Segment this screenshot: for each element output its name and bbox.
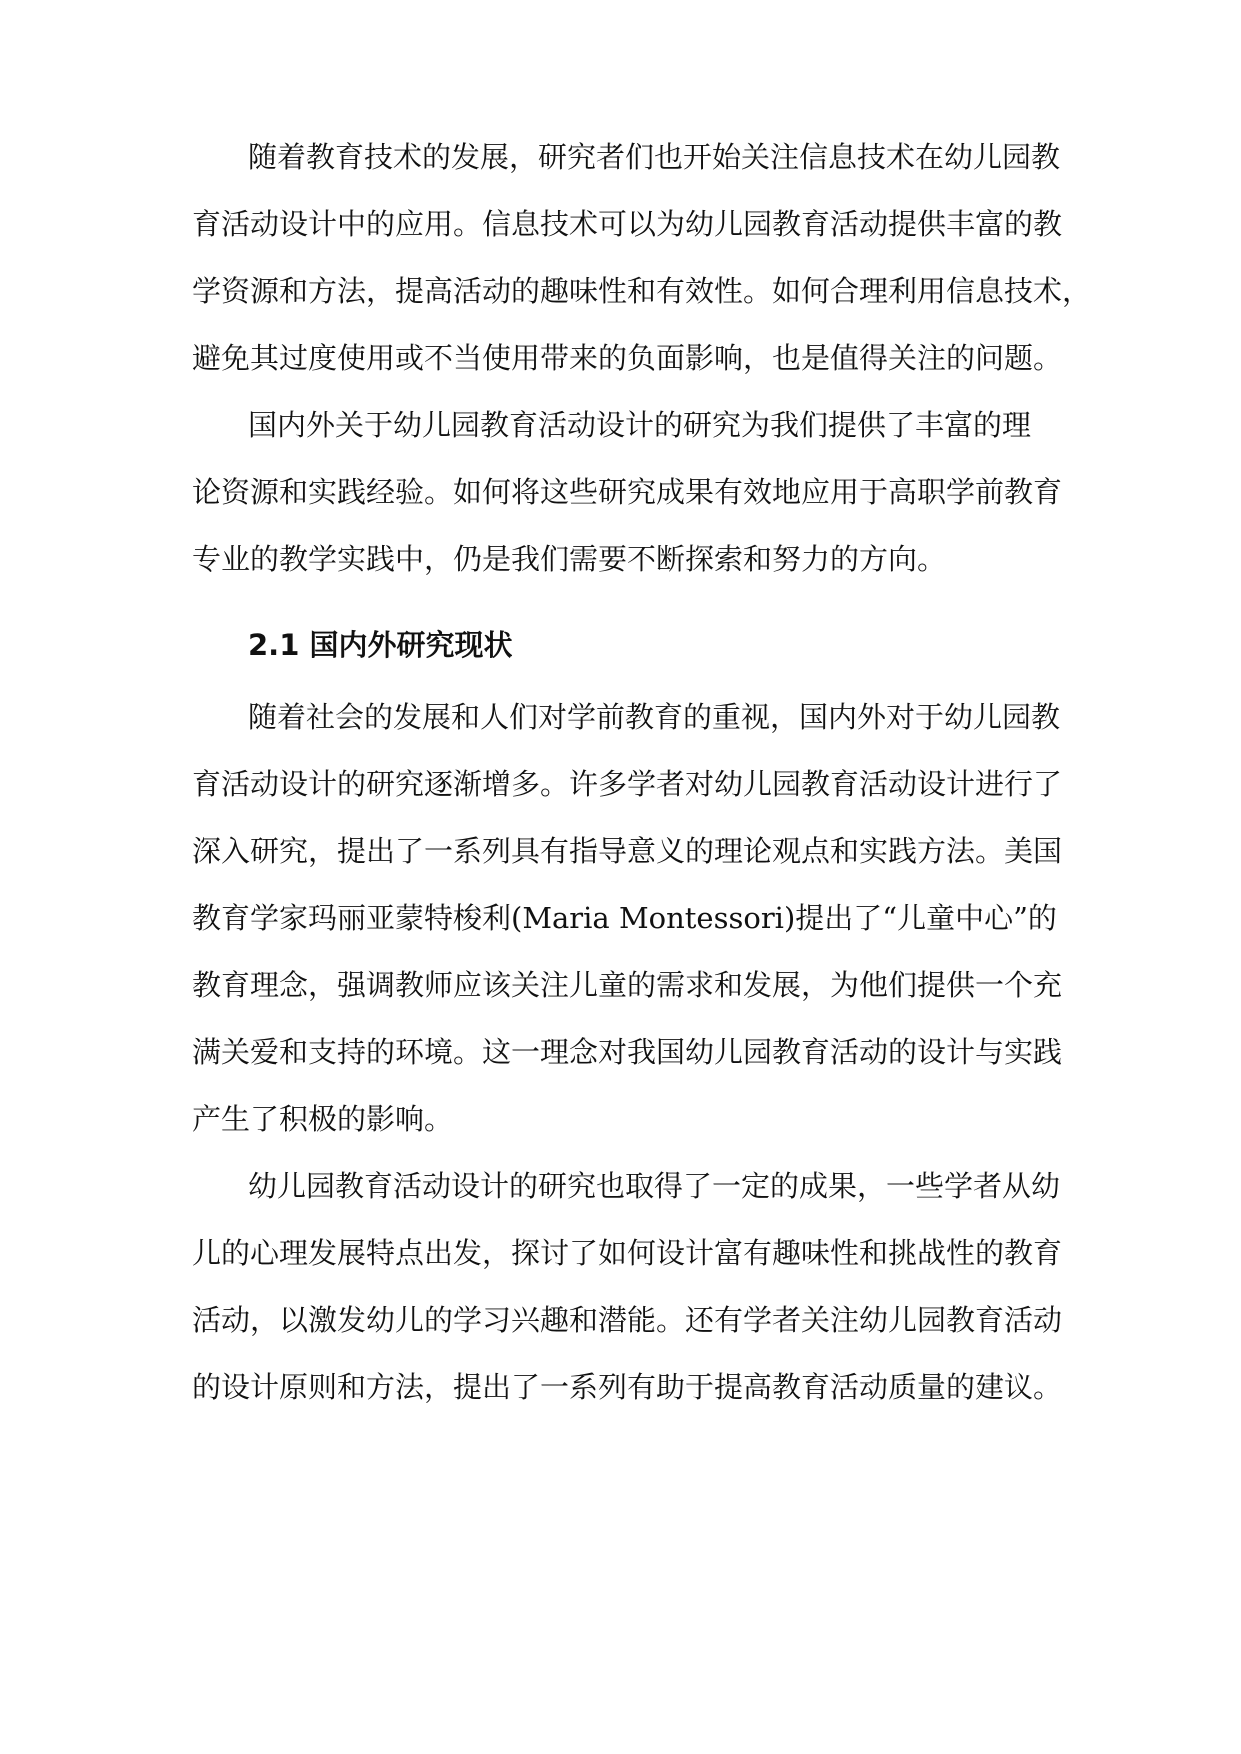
paragraph-line: 活动，以激发幼儿的学习兴趣和潜能。还有学者关注幼儿园教育活动 (192, 1303, 1063, 1337)
paragraph-line: 论资源和实践经验。如何将这些研究成果有效地应用于高职学前教育 (192, 475, 1063, 509)
paragraph-line: 的设计原则和方法，提出了一系列有助于提高教育活动质量的建议。 (192, 1370, 1063, 1404)
paragraph-line: 专业的教学实践中，仍是我们需要不断探索和努力的方向。 (192, 542, 947, 576)
paragraph-line: 育活动设计的研究逐渐增多。许多学者对幼儿园教育活动设计进行了 (192, 767, 1063, 801)
paragraph-line: 教育理念，强调教师应该关注儿童的需求和发展，为他们提供一个充 (192, 968, 1063, 1002)
paragraph-line: 避免其过度使用或不当使用带来的负面影响，也是值得关注的问题。 (192, 341, 1063, 375)
paragraph-line: 产生了积极的影响。 (192, 1102, 454, 1136)
paragraph-line: 随着社会的发展和人们对学前教育的重视，国内外对于幼儿园教 (248, 700, 1061, 734)
paragraph-line: 儿的心理发展特点出发，探讨了如何设计富有趣味性和挑战性的教育 (192, 1236, 1063, 1270)
paragraph-line: 国内外关于幼儿园教育活动设计的研究为我们提供了丰富的理 (248, 408, 1032, 442)
paragraph-line: 深入研究，提出了一系列具有指导意义的理论观点和实践方法。美国 (192, 834, 1063, 868)
paragraph-line: 教育学家玛丽亚蒙特梭利(Maria Montessori)提出了“儿童中心”的 (192, 901, 1057, 935)
section-heading: 2.1 国内外研究现状 (248, 628, 513, 662)
paragraph-line: 幼儿园教育活动设计的研究也取得了一定的成果，一些学者从幼 (248, 1169, 1061, 1203)
paragraph-line: 学资源和方法，提高活动的趣味性和有效性。如何合理利用信息技术， (192, 274, 1092, 308)
paragraph-line: 育活动设计中的应用。信息技术可以为幼儿园教育活动提供丰富的教 (192, 207, 1063, 241)
paragraph-line: 满关爱和支持的环境。这一理念对我国幼儿园教育活动的设计与实践 (192, 1035, 1063, 1069)
paragraph-line: 随着教育技术的发展，研究者们也开始关注信息技术在幼儿园教 (248, 140, 1061, 174)
